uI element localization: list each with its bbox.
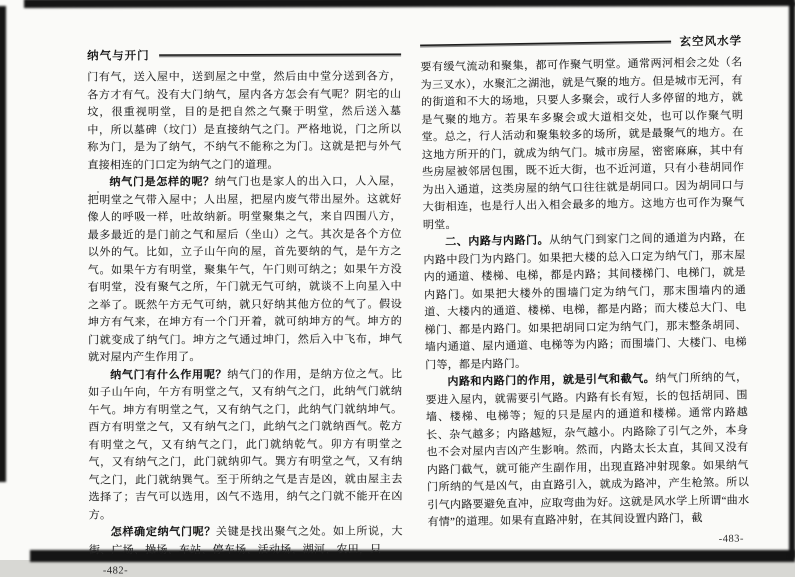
scan-border-right bbox=[789, 2, 795, 558]
left-page bbox=[87, 47, 403, 576]
paragraph-text: 关键是找出聚气之处。如上所说，大街、广场、操场、车站、停车场、活动场、湖河、农田，只 bbox=[89, 525, 403, 556]
paragraph bbox=[89, 523, 403, 559]
left-page-number: -482- bbox=[89, 564, 403, 576]
right-page bbox=[420, 34, 750, 549]
paragraph-text: 纳气门的作用，是纳方位之气。比如子山午向，午方有明堂之气，又有纳气之门，此纳气门就纳午气。坤方有明堂之气，又有纳气之门，此纳气门就纳坤气。酉方有明堂之气，又有纳气之门，此纳气之门就纳酉气。乾方有明堂之气，又有纳气之门，此门就纳乾气。卯方有明堂之气，又有纳气之门，此门就纳卯气。巽方有明堂之气，又有纳气之门，此门就纳巽气。至于所纳之气是吉是凶，就由屋主去选择了；吉气可以选用，凶气不选用，纳气之门就不能开在凶方。 bbox=[88, 368, 402, 521]
paragraph-lead: 内路和内路门的作用，就是引气和截气。 bbox=[447, 373, 655, 388]
left-header-rule bbox=[159, 53, 402, 57]
left-page-body bbox=[87, 68, 403, 559]
paragraph bbox=[88, 173, 403, 367]
paragraph bbox=[425, 369, 749, 532]
paragraph-lead: 纳气门是怎样的呢？ bbox=[110, 176, 215, 188]
scan-border-top bbox=[24, 0, 795, 8]
paragraph bbox=[423, 229, 747, 374]
paragraph-lead: 纳气门有什么作用呢？ bbox=[110, 369, 227, 381]
paragraph-text: 从纳气门到家门之间的通道为内路，在内路中段门为内路门。如果把大楼的总入口定为纳气门，那末屋内的通道、楼梯、电梯，都是内路；其间楼梯门、电梯门，就是内路门。如果把大楼外的围墙门定为纳气门，那末围墙内的通道、大楼内的通道、楼梯、电梯，都是内路；而大楼总大门、电梯门、都是内路门。如果把胡同口定为纳气门，那末整条胡同、墙内通道、屋内通道、电梯等为内路；而围墙门、大楼门、电梯门等，都是内路门。 bbox=[423, 231, 747, 371]
paragraph-lead: 二、内路与内路门。 bbox=[445, 235, 549, 249]
right-running-title: 玄空风水学 bbox=[679, 33, 742, 50]
left-page-header bbox=[87, 47, 401, 62]
paragraph-text: 纳气门所纳的气，要进入屋内，就需要引气路。内路有长有短，长的包括胡同、围墙、楼梯、电梯等；短的只是屋内的通道和楼梯。通常内路越长、杂气越多；内路越短，杂气越小。内路除了引气之外，本身也不会对屋内吉凶产生影响。然而，内路太长太直，其间又没有内路门截气，就可能产生副作用，出现直路冲射现象。如果纳气门所纳的气是凶气，由直路引入，就成为路冲，产生枪煞。所以引气内路要避免直冲，应取弯曲为好。这就是风水学上所谓“曲水有情”的道理。如果有直路冲射，在其间设置内路门，截 bbox=[426, 371, 750, 528]
right-page-number: -483- bbox=[428, 533, 750, 549]
scan-border-left bbox=[0, 6, 6, 482]
paragraph bbox=[420, 55, 745, 235]
paragraph bbox=[88, 366, 403, 525]
paragraph-text: 门有气，送入屋中，送到屋之中堂，然后由中堂分送到各方，各方才有气。没有大门纳气，屋内各方怎会有气呢？阴宅的山坟，很重视明堂，目的是把自然之气聚于明堂，然后送入墓中，所以墓碑（坟门）是直接纳气之门。严格地说，门之所以称为门，是为了纳气，不纳气不能称之为门。这就是把与外气直接相连的门口定为纳气之门的道理。 bbox=[87, 70, 401, 171]
paragraph-lead: 怎样确定纳气门呢？ bbox=[111, 526, 216, 538]
right-header-rule bbox=[420, 40, 671, 47]
left-running-title: 纳气与开门 bbox=[87, 47, 150, 63]
paragraph bbox=[87, 68, 401, 174]
paragraph-text: 要有缓气流动和聚集，都可作聚气明堂。通常两河相会之处（名为三叉水），水聚汇之湖池，就是气聚的地方。但是城市无河，有的街道和不大的场地，只要人多聚会，或行人多停留的地方，就是气聚的地方。若果车多聚会或大道相交处，也可以作聚气明堂。总之，行人活动和聚集较多的场所，就是最聚气的地方。在这地方所开的门，就成为纳气门。城市房屋，密密麻麻，其中有些房屋被邻居包围，既不近大街，也不近河道，只有小巷胡同作为出入通道，这类房屋的纳气口往往就是胡同口。因为胡同口与大街相连，也是行人出入相会最多的地方。这地方也可作为聚气明堂。 bbox=[420, 56, 744, 231]
paragraph-text: 纳气门也是家人的出入口，人入屋，把明堂之气带入屋中；人出屋，把屋内废气带出屋外。这就好像人的呼吸一样，吐故纳新。明堂聚集之气，来自四围八方，最多最近的是门前之气和屋后（坐山）之气。其次是各个方位以外的气。比如，立子山午向的屋，首先要纳的气，是午方之气。如果午方有明堂，聚集午气，午门则可纳之；如果午方没有明堂，没有聚气之所，午门就无气可纳，就谈不上向星入中之举了。既然午方无气可纳，就只好纳其他方位的气了。假设坤方有气来，在坤方有一个门开着，就可纳坤方的气。坤方的门就变成了纳气门。坤方之气通过坤门，然后入中飞布，坤气就对屋内产生作用了。 bbox=[88, 175, 403, 363]
right-page-body bbox=[420, 55, 749, 532]
right-page-header bbox=[420, 34, 742, 53]
